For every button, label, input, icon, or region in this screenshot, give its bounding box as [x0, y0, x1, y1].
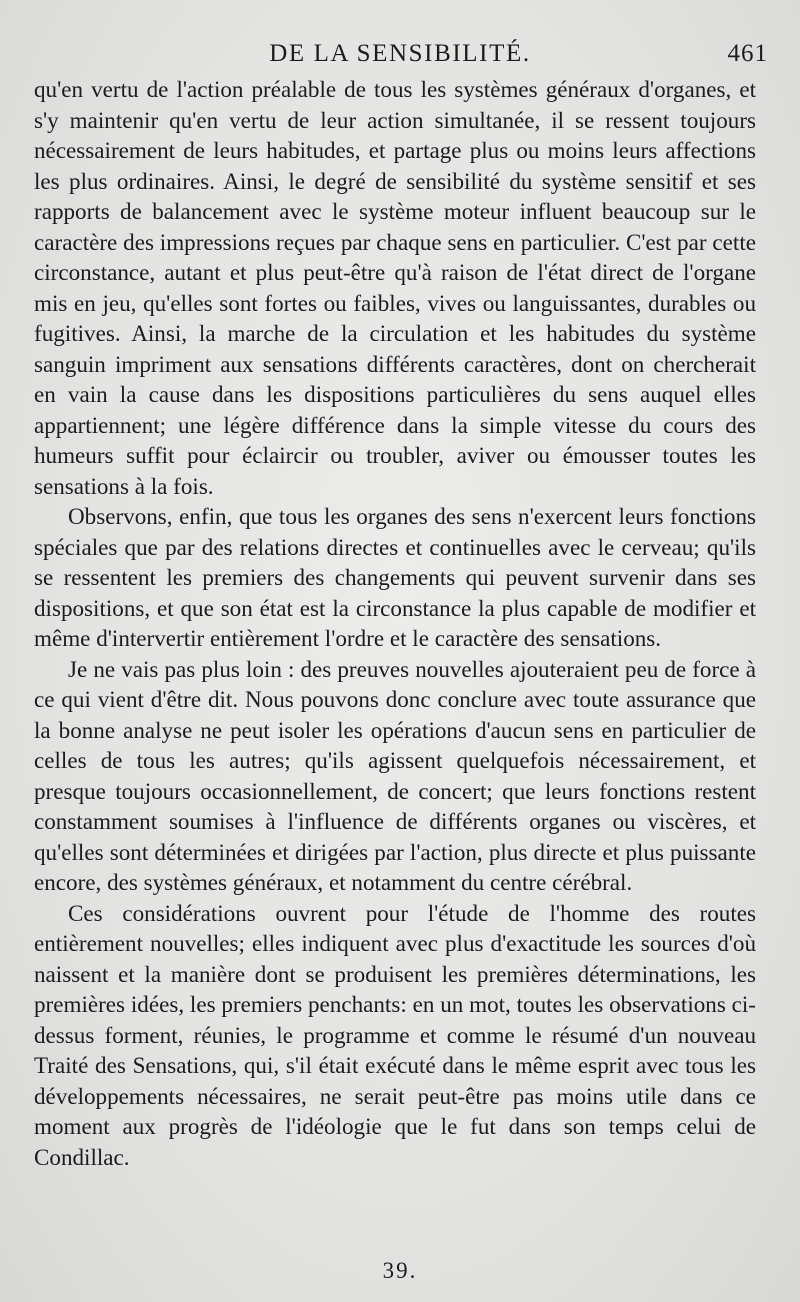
running-title: DE LA SENSIBILITÉ.	[269, 40, 531, 67]
paragraph-4: Ces considérations ouvrent pour l'étude de l'homme des routes entièrement nouvelles; elles indiquent avec plus d'exactitude les sources d'où naissent et la manière dont se produisent les premières déterminations, les premières idées, les premiers penchants: en un mot, toutes les observations ci-dessus forment, réunies, le programme et comme le résumé d'un nouveau Traité des Sensations, qui, s'il était exécuté dans le même esprit avec tous les développements nécessaires, ne serait peut-être pas moins utile dans ce moment aux progrès de l'idéologie que le fut dans son temps celui de Condillac.	[34, 899, 756, 1170]
body-text	[34, 74, 756, 1172]
page-number: 461	[727, 40, 768, 67]
page-header	[0, 36, 800, 72]
paragraph-1: qu'en vertu de l'action préalable de tous les systèmes généraux d'organes, et s'y maintenir qu'en vertu de leur action simultanée, il se ressent toujours nécessairement de leurs habitudes, et partage plus ou moins leurs affections les plus ordinaires. Ainsi, le degré de sensibilité du système sensitif et ses rapports de balancement avec le système moteur influent beaucoup sur le caractère des impressions reçues par chaque sens en particulier. C'est par cette circonstance, autant et plus peut-être qu'à raison de l'état direct de l'organe mis en jeu, qu'elles sont fortes ou faibles, vives ou languissantes, durables ou fugitives. Ainsi, la marche de la circulation et les habitudes du système sanguin impriment aux sensations différents caractères, dont on chercherait en vain la cause dans les dispositions particulières du sens auquel elles appartiennent; une légère différence dans la simple vitesse du cours des humeurs suffit pour éclaircir ou troubler, aviver ou émousser toutes les sensations à la fois.	[34, 76, 756, 499]
signature-mark: 39.	[382, 1258, 418, 1283]
paragraph-3: Je ne vais pas plus loin : des preuves nouvelles ajouteraient peu de force à ce qui vient d'être dit. Nous pouvons donc conclure avec toute assurance que la bonne analyse ne peut isoler les opérations d'aucun sens en particulier de celles de tous les autres; qu'ils agissent quelquefois nécessairement, et presque toujours occasionnellement, de concert; que leurs fonctions restent constamment soumises à l'influence de différents organes ou viscères, et qu'elles sont déterminées et dirigées par l'action, plus directe et plus puissante encore, des systèmes généraux, et notamment du centre cérébral.	[34, 655, 756, 895]
paragraph-2: Observons, enfin, que tous les organes des sens n'exercent leurs fonctions spéciales que par des relations directes et continuelles avec le cerveau; qu'ils se ressentent les premiers des changements qui peuvent survenir dans ses dispositions, et que son état est la circonstance la plus capable de modifier et même d'intervertir entièrement l'ordre et le caractère des sensations.	[34, 503, 756, 651]
